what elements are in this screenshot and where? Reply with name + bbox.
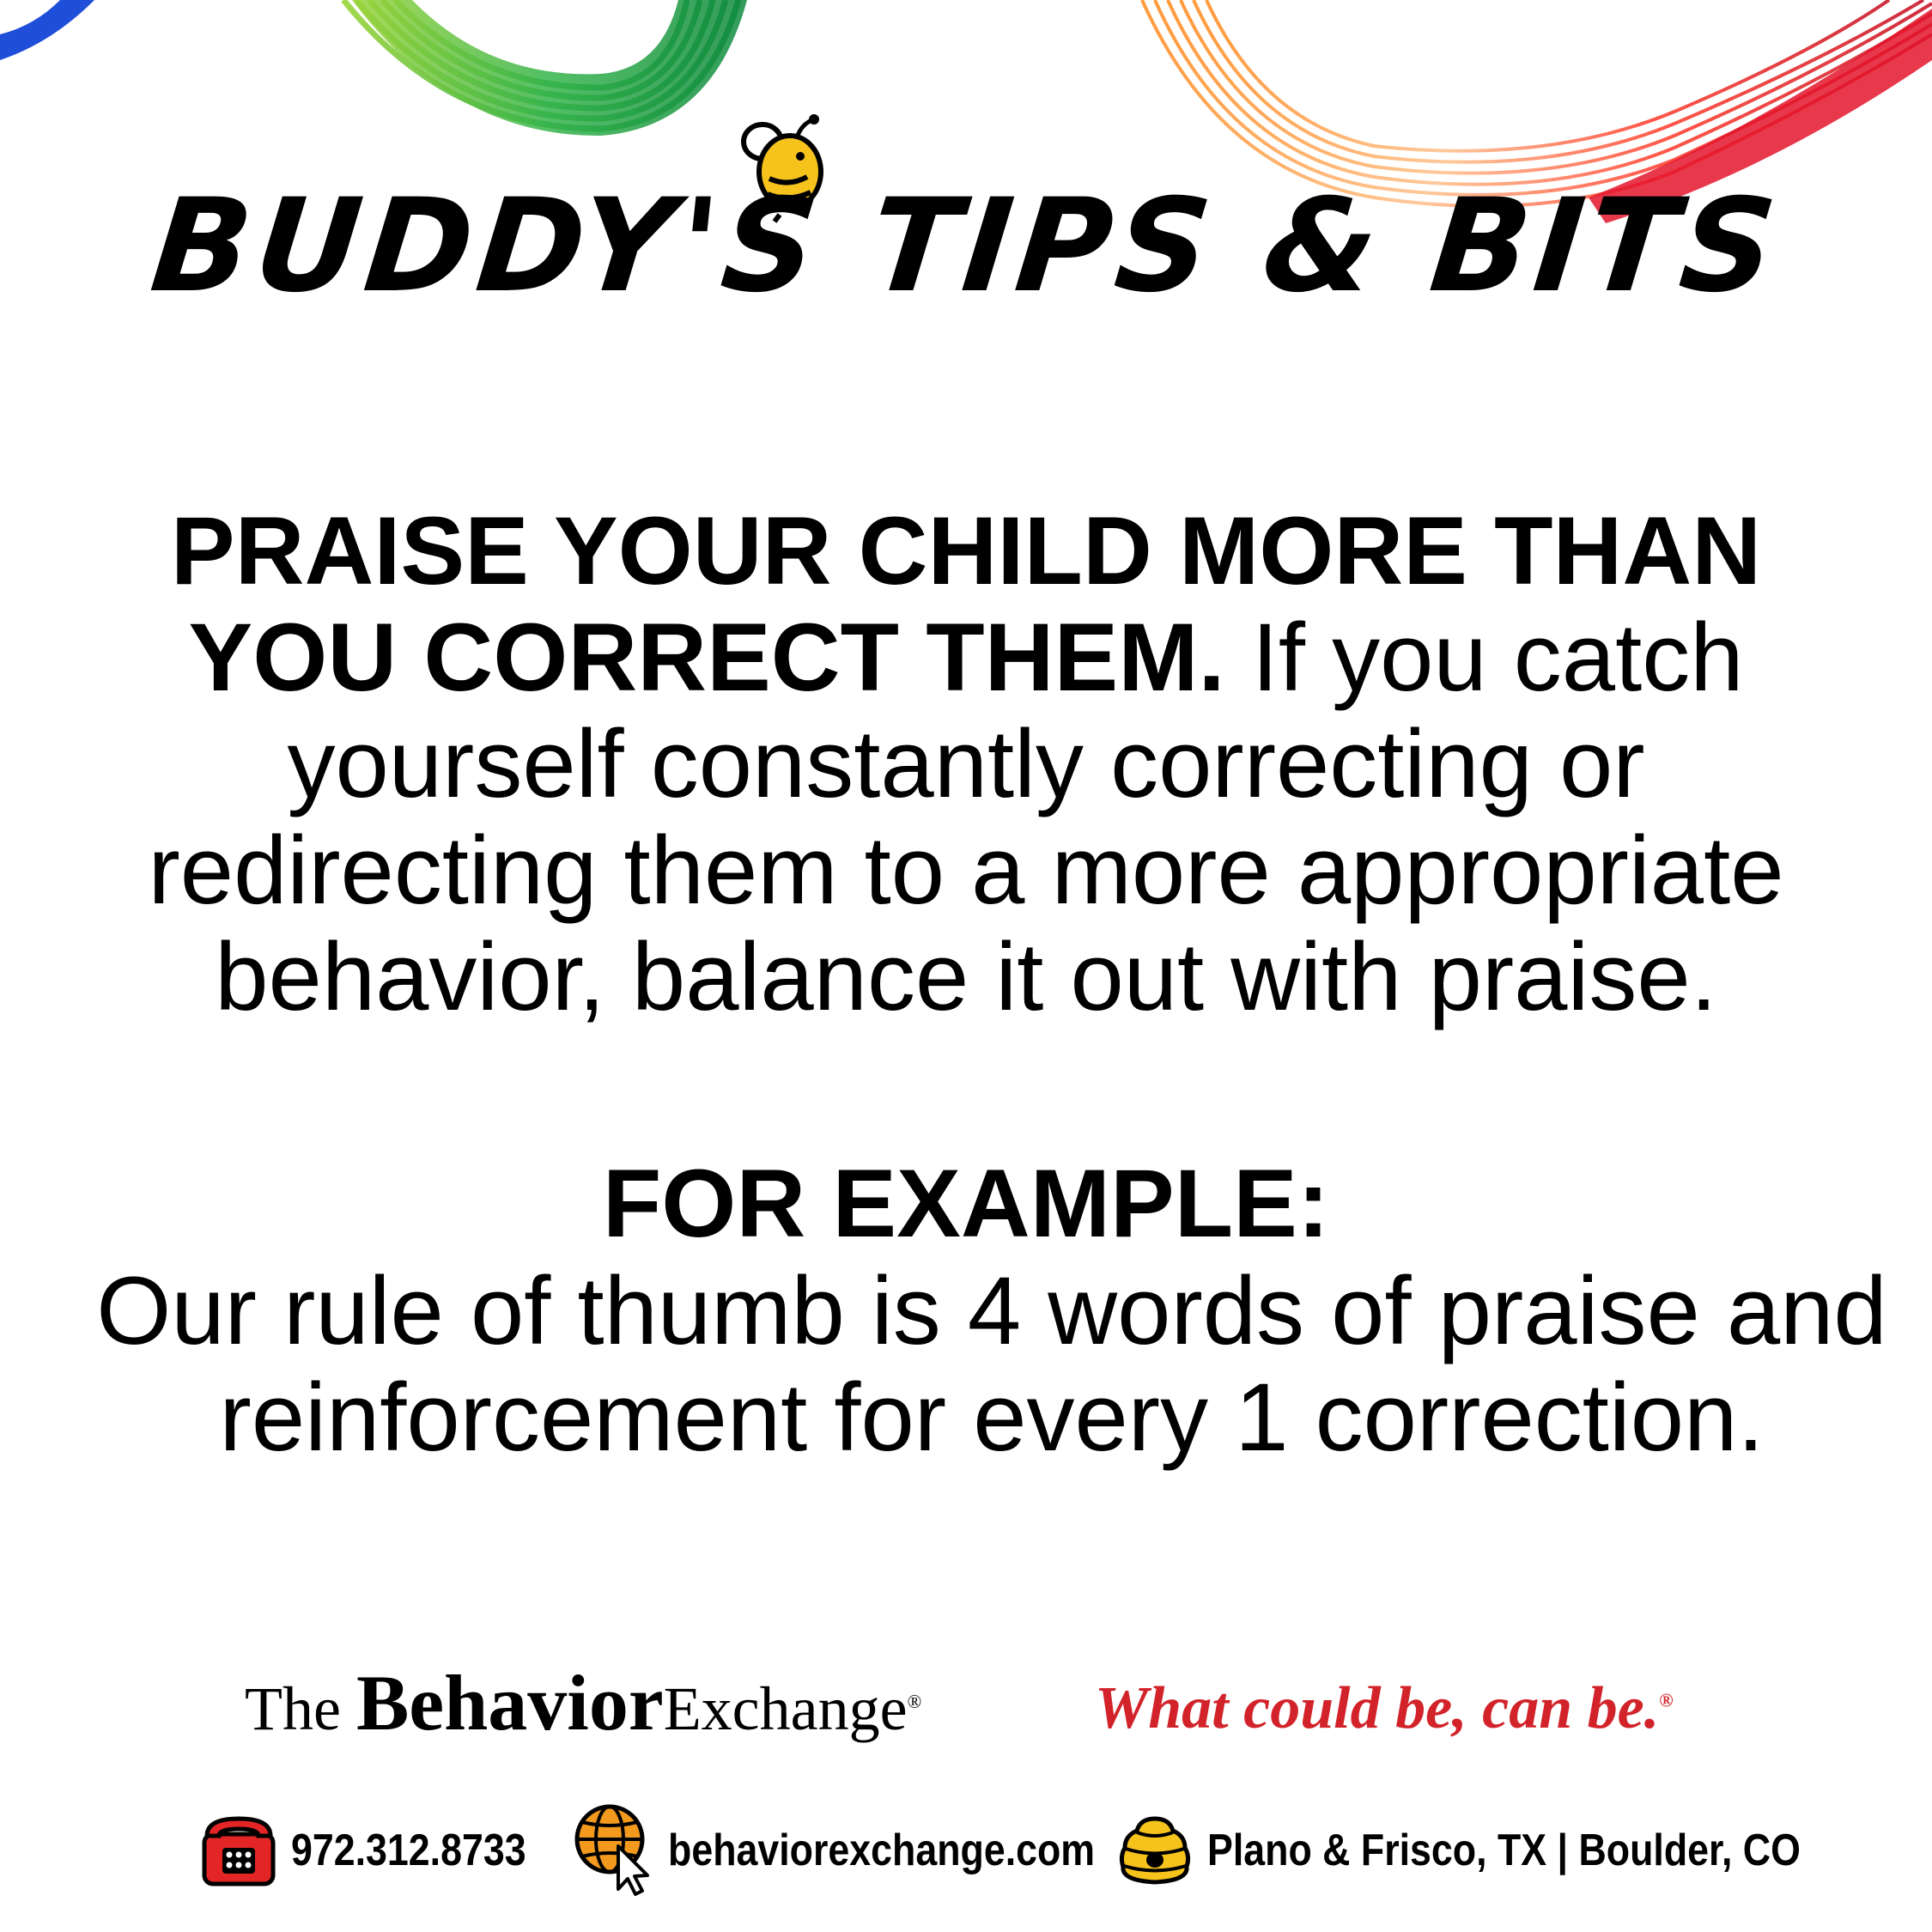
contact-phone[interactable] [202, 1795, 564, 1906]
tagline-text: What could be, can be. [1095, 1675, 1660, 1741]
tip-body: If you catch yourself constantly correcting or redirecting them to a more appropriate behavior, balance it out with praise. [148, 604, 1784, 1030]
website-link[interactable]: behaviorexchange.com [668, 1826, 1096, 1875]
brand-row [0, 1657, 1932, 1752]
brand-registered: ® [907, 1691, 922, 1712]
tip-lead: PRAISE YOUR CHILD MORE THAN YOU CORRECT THEM. [170, 497, 1762, 711]
phone-icon [202, 1814, 276, 1887]
header [0, 112, 1932, 335]
contact-locations [1118, 1795, 1897, 1906]
tagline-registered: ® [1659, 1689, 1674, 1711]
locations-text: Plano & Frisco, TX | Boulder, CO [1207, 1826, 1801, 1875]
brand-behavior: Behavior [355, 1659, 664, 1747]
globe-cursor-icon [574, 1803, 653, 1898]
contact-row [0, 1795, 1932, 1906]
brand-logo [245, 1657, 921, 1748]
phone-number: 972.312.8733 [291, 1826, 526, 1875]
example-body: Our rule of thumb is 4 words of praise and reinforcement for every 1 correction. [96, 1257, 1887, 1471]
brand-tagline [1095, 1674, 1674, 1743]
brand-the: The [245, 1674, 341, 1743]
beehive-icon [1118, 1814, 1192, 1887]
brand-exchange: Exchange [663, 1674, 908, 1743]
contact-website[interactable] [574, 1795, 1164, 1906]
page-title: BUDDY'S TIPS & BITS [144, 172, 1788, 321]
example-heading: FOR EXAMPLE: [602, 1150, 1330, 1257]
tip-paragraph [69, 498, 1863, 1030]
